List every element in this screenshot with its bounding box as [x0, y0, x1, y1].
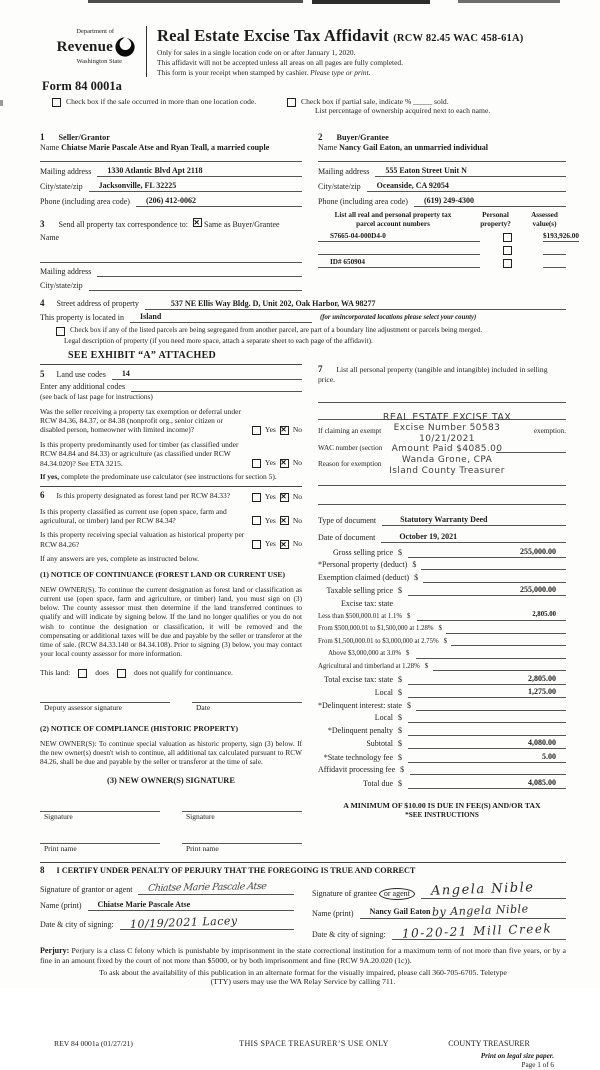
- segregated-checkbox[interactable]: [56, 327, 65, 336]
- personal-deduct-field[interactable]: [421, 560, 566, 570]
- county-treasurer-text: COUNTY TREASURER: [448, 1039, 530, 1048]
- buyer-city-field[interactable]: Oceanside, CA 92054: [367, 181, 566, 192]
- legal-description-label: Legal description of property (if you need more space, attach a separate sheet to each page of the affidavit).: [64, 336, 373, 345]
- dollar-sign: $: [406, 650, 410, 658]
- rate-row-field[interactable]: [433, 661, 566, 671]
- dollar-sign: $: [443, 637, 448, 645]
- form-title-rcw: (RCW 82.45 WAC 458-61A): [393, 33, 524, 44]
- minimum-fee-text: A MINIMUM OF $10.00 IS DUE IN FEE(S) AND/OR TAX: [343, 800, 541, 810]
- section3-header: [40, 217, 302, 230]
- tax-computation: [318, 547, 566, 789]
- section1-title: Seller/Grantor: [58, 132, 110, 142]
- certify-statement: I CERTIFY UNDER PENALTY OF PERJURY THAT THE FOREGOING IS TRUE AND CORRECT: [56, 865, 416, 875]
- historic-yes-checkbox[interactable]: [252, 540, 261, 549]
- segregated-label: Check box if any of the listed parcels are being segregated from another parcel, are part of a boundary line adjustment or parcels being merged.: [70, 325, 483, 334]
- parcel-row: [318, 232, 579, 242]
- correspondence-city-label: City/state/zip: [40, 281, 83, 291]
- exemption-tail-label: exemption.: [533, 426, 566, 435]
- grantor-signature-field[interactable]: [138, 882, 294, 895]
- grantor-date-label: Date & city of signing:: [40, 920, 114, 930]
- does-not-label: does not qualify for continuance.: [133, 668, 233, 678]
- section8-number: 8: [40, 864, 45, 875]
- total-due-label: Total due: [363, 778, 393, 788]
- delinquent-local-field[interactable]: [408, 713, 566, 723]
- owner-print-row: [40, 833, 302, 853]
- additional-codes-label: Enter any additional codes: [40, 382, 126, 392]
- perjury-text: Perjury is a class C felony which is punishable by imprisonment in the state correctional institution for a maximum term of not more than five years, or by a fine in an amount fixed by the court of not more than $5000, or by both imprisonment and fine (RCW 9A.20.020 (1c)).: [40, 945, 566, 965]
- grantee-signature-handwriting: Angela Nible: [430, 879, 535, 899]
- page-number: Page 1 of 6: [521, 1061, 554, 1069]
- subtotal-label: Subtotal: [366, 739, 393, 749]
- yes-label: Yes: [264, 425, 276, 435]
- section6: [40, 486, 302, 853]
- current-use-question-text: Is this property classified as current use (open space, farm and agricultural, or timber) land per RCW 84.34?: [40, 506, 227, 525]
- land-use-field[interactable]: 14: [112, 369, 302, 380]
- personal-deduct-label: *Personal property (deduct): [318, 560, 408, 570]
- subtitle-2: This affidavit will not be accepted unless all areas on all pages are fully completed.: [157, 57, 403, 67]
- no-label: No: [292, 425, 302, 435]
- section3-number: 3: [40, 219, 45, 230]
- gross-price-label: Gross selling price: [333, 547, 393, 557]
- section1-number: 1: [40, 131, 45, 142]
- exemption-yes-checkbox[interactable]: [252, 426, 261, 435]
- rate-row-field[interactable]: [451, 636, 566, 646]
- seller-city-field[interactable]: Jacksonville, FL 32225: [89, 181, 302, 192]
- dollar-sign: $: [398, 547, 402, 557]
- assessed-col-header: Assessed value(s): [531, 211, 558, 229]
- partial-sale-text: Check box if partial sale, indicate % _____ sold.: [301, 97, 449, 106]
- wac-number-label: WAC number (section: [318, 443, 383, 452]
- buyer-address-field[interactable]: 555 Eaton Street Unit N: [375, 166, 566, 177]
- legal-size-note: Print on legal size paper.: [480, 1052, 554, 1060]
- same-as-buyer-checkbox[interactable]: [193, 218, 202, 227]
- no-label: No: [292, 458, 302, 468]
- current-use-no-checkbox[interactable]: [280, 516, 289, 525]
- additional-codes-field[interactable]: [131, 382, 302, 392]
- correspondence-name-label: Name: [40, 233, 60, 243]
- scan-artifact: [312, 0, 430, 4]
- owner-signature-field[interactable]: [40, 801, 160, 812]
- owner-signature-field[interactable]: [182, 801, 302, 812]
- grantor-print-field[interactable]: Chiatse Marie Pascale Atse: [88, 900, 294, 911]
- personal-property-checkbox[interactable]: [503, 233, 512, 242]
- taxable-price-label: Taxable selling price: [326, 586, 393, 596]
- treasurer-stamp: [338, 412, 556, 476]
- current-use-yes-checkbox[interactable]: [252, 516, 261, 525]
- owner-signature-row: [40, 801, 302, 821]
- partial-sale-checkbox[interactable]: [287, 98, 296, 107]
- seller-address-field[interactable]: 1330 Atlantic Blvd Apt 2118: [97, 166, 302, 177]
- subtitle-3-text: This form is your receipt when stamped by cashier.: [157, 68, 311, 78]
- seller-address-label: Mailing address: [40, 167, 92, 177]
- grantee-signature-field[interactable]: [421, 879, 566, 899]
- notice-continuance-title: (1) NOTICE OF CONTINUANCE (FOREST LAND OR CURRENT USE): [40, 570, 286, 580]
- document-type-field[interactable]: Statutory Warranty Deed: [382, 515, 566, 526]
- correspondence-address-label: Mailing address: [40, 267, 92, 277]
- section3-text: Send all property tax correspondence to:: [58, 220, 189, 230]
- forest-yes-checkbox[interactable]: [252, 493, 261, 502]
- personal-property-checkbox[interactable]: [503, 246, 512, 255]
- stamp-date: 10/21/2021: [419, 433, 475, 444]
- subtotal-field[interactable]: 4,080.00: [408, 738, 566, 749]
- print-name-label: Print name: [186, 844, 219, 854]
- form-header: [40, 24, 566, 77]
- tty-text: (TTY) users may use the WA Relay Service by calling 711.: [210, 977, 396, 987]
- seller-city-label: City/state/zip: [40, 182, 83, 192]
- grantor-date-field[interactable]: [120, 913, 294, 931]
- dollar-sign: $: [398, 725, 402, 735]
- dollar-sign: $: [398, 713, 402, 723]
- rate-row-label: Less than $500,000.01 at 1.1%: [318, 612, 403, 620]
- historic-no-checkbox[interactable]: [280, 540, 289, 549]
- scan-artifact: [0, 100, 3, 106]
- seller-name-field[interactable]: Chiatse Marie Pascale Atse and Ryan Teall, a married couple: [61, 143, 270, 153]
- stamp-title: REAL ESTATE EXCISE TAX: [382, 411, 512, 423]
- multi-location-checkbox[interactable]: [52, 98, 61, 107]
- dollar-sign: $: [412, 560, 417, 570]
- land-use-label: Land use codes: [56, 370, 106, 380]
- dollar-sign: $: [406, 700, 411, 710]
- rate-row-label: From $500,000.01 to $1,500,000 at 1.28%: [318, 625, 434, 633]
- grantee-date-handwriting: 10-20-21 Mill Creek: [401, 921, 553, 941]
- dollar-sign: $: [438, 625, 442, 633]
- seller-phone-label: Phone (including area code): [40, 197, 130, 207]
- buyer-address-label: Mailing address: [318, 167, 370, 177]
- yes-label: Yes: [264, 539, 276, 549]
- section7-number: 7: [318, 364, 323, 375]
- processing-fee-field[interactable]: [410, 765, 566, 775]
- technology-fee-label: *State technology fee: [323, 752, 393, 762]
- dollar-sign: $: [424, 662, 429, 670]
- scan-artifact: [88, 0, 303, 3]
- buyer-city-label: City/state/zip: [318, 182, 361, 192]
- seller-name-label: Name: [40, 143, 60, 153]
- correspondence-name-field[interactable]: [40, 253, 302, 263]
- dollar-sign: $: [414, 572, 419, 582]
- subtitle-1: Only for sales in a single location code on or after January 1, 2020.: [157, 47, 356, 57]
- stamp-treasurer-name: Wanda Grone, CPA: [401, 454, 493, 465]
- grantee-date-field[interactable]: [392, 921, 566, 941]
- section8: [40, 862, 566, 940]
- delinquent-local-label: Local: [374, 713, 393, 723]
- revision-number: REV 84 0001a (01/27/21): [54, 1039, 133, 1048]
- stamp-excise-number: Excise Number 50583: [393, 423, 501, 434]
- form-number: Form 84 0001a: [42, 79, 122, 94]
- delinquent-interest-label: *Delinquent interest: state: [318, 700, 402, 710]
- claiming-exempt-label: If claiming an exempt: [318, 426, 382, 435]
- dollar-sign: $: [398, 752, 402, 762]
- excise-tax-state-label: Excise tax: state: [341, 598, 393, 608]
- grantor-signature-block: [40, 880, 294, 940]
- does-checkbox[interactable]: [78, 669, 87, 678]
- yes-label: Yes: [264, 458, 276, 468]
- codes-note: (see back of last page for instructions): [40, 392, 153, 402]
- no-label: No: [292, 491, 302, 501]
- document-date-label: Date of document: [318, 532, 376, 542]
- buyer-name-row: [318, 143, 566, 162]
- total-local-field[interactable]: 1,275.00: [408, 687, 566, 698]
- dollar-sign: $: [398, 739, 402, 749]
- this-land-label: This land:: [40, 668, 71, 678]
- dollar-sign: $: [398, 674, 402, 684]
- no-label: No: [292, 515, 302, 525]
- section2-title: Buyer/Grantee: [336, 132, 389, 142]
- total-local-label: Local: [374, 688, 393, 698]
- section7-intro-text: List all personal property (tangible and intangible) included in selling price.: [318, 365, 548, 385]
- historic-question-text: Is this property receiving special valuation as historical property per RCW 84.26?: [40, 530, 245, 549]
- exemption-deduct-field[interactable]: [423, 573, 566, 583]
- section1-header: [40, 132, 302, 143]
- exemption-claim-block: [318, 410, 566, 486]
- grantor-signature-handwriting: Chiatse Marie Pascale Atse: [147, 880, 268, 894]
- dollar-sign: $: [398, 688, 402, 698]
- dollar-sign: $: [400, 765, 405, 775]
- grantee-print-field[interactable]: [360, 904, 566, 919]
- total-due-field[interactable]: 4,085.00: [408, 778, 566, 789]
- perjury-block: [40, 946, 566, 987]
- rate-row-label: Above $3,000,000 at 3.0%: [328, 650, 401, 658]
- section4-number: 4: [40, 298, 45, 309]
- forest-question-text: Is this property designated as forest land per RCW 84.33?: [56, 491, 231, 501]
- ownership-note: List percentage of ownership acquired next to each name.: [315, 106, 491, 116]
- processing-fee-label: Affidavit processing fee: [318, 765, 396, 775]
- grantee-signature-block: [312, 880, 566, 940]
- notice-compliance-title: (2) NOTICE OF COMPLIANCE (HISTORIC PROPERTY): [40, 724, 239, 734]
- right-column: [318, 364, 566, 853]
- multi-location-label: Check box if the sale occurred in more than one location code.: [66, 97, 257, 106]
- section5-number: 5: [40, 369, 45, 380]
- unincorporated-note: (for unincorporated locations please select your county): [319, 314, 477, 322]
- notice-continuance-body: NEW OWNER(S). To continue the current designation as forest land or classification as current use (open space, farm and agriculture, or timber) land, you must sign on (3) below. The county assessor must then determine if the land transferred continues to qualify and will indicate by signing below. If the land no longer qualifies or you do not wish to continue the designation or classification, it will be removed and the compensating or additional taxes will be due and payable by the seller or transferor at the time of sale. (RCW 84.33.140 or 84.34.108). Prior to signing (3) below, you may contact your local county assessor for more information.: [40, 585, 302, 658]
- signature-label: Signature: [44, 811, 73, 821]
- personal-property-list-field[interactable]: [318, 393, 566, 403]
- rate-row-label: Agricultural and timberland at 1.28%: [318, 662, 420, 670]
- correspondence-address-field[interactable]: [97, 267, 302, 277]
- exemption-deduct-label: Exemption claimed (deduct): [318, 572, 410, 582]
- delinquent-penalty-label: *Delinquent penalty: [327, 725, 393, 735]
- ifyes-note: If yes, complete the predominate use calculator (see instructions for section 5).: [40, 471, 277, 481]
- stamp-amount-paid: Amount Paid $4085.00: [391, 444, 503, 455]
- logo-state-text: Washington State: [76, 58, 122, 66]
- dollar-sign: $: [398, 778, 402, 788]
- grantor-date-handwriting: 10/19/2021 Lacey: [129, 913, 238, 931]
- yes-label: Yes: [264, 515, 276, 525]
- technology-fee-field[interactable]: 5.00: [408, 752, 566, 763]
- deputy-date-field[interactable]: [192, 692, 302, 703]
- parcel-row: [318, 258, 566, 268]
- scan-artifact: [458, 0, 560, 3]
- see-instructions-text: *SEE INSTRUCTIONS: [405, 810, 479, 819]
- parcel-table-header: [318, 211, 566, 229]
- form-title: [157, 26, 566, 47]
- dollar-sign: $: [398, 586, 402, 596]
- subtitle-3: [157, 68, 566, 77]
- deputy-signature-row: [40, 692, 302, 712]
- rate-row-field[interactable]: [416, 649, 566, 659]
- rate-row-field[interactable]: [446, 624, 566, 634]
- document-date-field[interactable]: October 19, 2021: [381, 532, 566, 543]
- does-label: does: [95, 668, 109, 678]
- street-address-label: Street address of property: [56, 299, 139, 309]
- land-qualify-line: [40, 668, 302, 678]
- header-divider: [146, 26, 147, 77]
- exemption-question: [40, 407, 302, 435]
- seller-name-row: [40, 143, 302, 162]
- blank-line[interactable]: [318, 495, 566, 505]
- notice-compliance-body: NEW OWNER(S): To continue special valuation as historic property, sign (3) below. If the new owner(s) doesn't wish to continue, all additional tax calculated pursuant to RCW 84.26, shall be due and payable by the seller or transferor at the time of sale.: [40, 738, 302, 767]
- partial-sale-label: [301, 97, 490, 116]
- section4: [40, 298, 566, 362]
- assessed-value-field[interactable]: [543, 258, 566, 268]
- gross-price-field[interactable]: 255,000.00: [408, 547, 566, 558]
- grantee-print-value: Nancy Gail Eaton: [369, 907, 431, 917]
- street-address-field[interactable]: 537 NE Ellis Way Bldg. D, Unit 202, Oak Harbor, WA 98277: [145, 299, 566, 310]
- deputy-signature-label: Deputy assessor signature: [44, 702, 122, 712]
- timber-question-text: Is this property predominantly used for timber (as classified under RCW 84.84 and 84.33) or agriculture (as classified under RCW 84.34.020)? See ETA 3215.: [40, 439, 239, 468]
- signature-label: Signature: [186, 811, 215, 821]
- treasurer-use-only: THIS SPACE TREASURER’S USE ONLY: [239, 1039, 389, 1048]
- form-title-text: Real Estate Excise Tax Affidavit: [157, 26, 389, 45]
- located-in-field[interactable]: Island: [130, 312, 312, 323]
- assessed-value-field[interactable]: [543, 245, 566, 255]
- owner-print-field[interactable]: [182, 833, 302, 844]
- alternate-format-text: To ask about the availability of this publication in an alternate format for the visually impaired, please call 360-705-6705. Teletype: [99, 967, 507, 977]
- buyer-name-label: Name: [318, 143, 338, 153]
- delinquent-interest-field[interactable]: [416, 701, 566, 711]
- deputy-date-label: Date: [196, 702, 211, 712]
- subtitle-3-em: Please type or print.: [310, 68, 371, 78]
- logo-dept-text: Department of: [76, 28, 114, 35]
- grantee-print-label: Name (print): [312, 908, 354, 918]
- rate-row-field[interactable]: 2,805.00: [417, 611, 566, 621]
- timber-no-checkbox[interactable]: [280, 459, 289, 468]
- deputy-signature-field[interactable]: [40, 692, 170, 703]
- buyer-phone-field[interactable]: (619) 249-4300: [414, 196, 566, 207]
- seller-phone-field[interactable]: (206) 412-0062: [136, 196, 302, 207]
- timber-question: [40, 440, 302, 468]
- parcel-row: [318, 245, 566, 255]
- grantor-print-label: Name (print): [40, 900, 82, 910]
- yes-label: Yes: [264, 491, 276, 501]
- does-not-checkbox[interactable]: [117, 669, 126, 678]
- minimum-note: [318, 801, 566, 820]
- exemption-question-text: Was the seller receiving a property tax exemption or deferral under RCW 84.36, 84.37, or 84.38 (nonprofit org., senior citizen or disabled person, homeowner with limited income)?: [40, 406, 241, 435]
- parcel-col-header: List all real and personal property tax parcel account numbers: [334, 211, 452, 229]
- section7-intro: [318, 364, 566, 385]
- grantor-signature-label: Signature of grantor or agent: [40, 884, 133, 894]
- parcel-number-field[interactable]: ID# 650904: [318, 258, 480, 268]
- total-state-field[interactable]: 2,805.00: [408, 674, 566, 685]
- total-state-label: Total excise tax: state: [324, 674, 393, 684]
- left-column: [40, 364, 302, 853]
- same-as-buyer-label: Same as Buyer/Grantee: [204, 220, 280, 230]
- county-treasurer-block: [424, 1039, 554, 1070]
- seller-column: [40, 126, 302, 292]
- rate-row-label: From $1,500,000.01 to $3,000,000 at 2.75%: [318, 637, 439, 645]
- section2-header: [318, 132, 566, 143]
- timber-yes-checkbox[interactable]: [252, 459, 261, 468]
- correspondence-city-field[interactable]: [89, 281, 302, 291]
- assessed-value-field[interactable]: $193,926.00: [543, 232, 579, 241]
- grantee-date-label: Date & city of signing:: [312, 929, 386, 939]
- parcel-number-field[interactable]: [318, 245, 480, 255]
- page-footer: [40, 1039, 566, 1070]
- ifany-note: If any answers are yes, complete as instructed below.: [40, 554, 200, 564]
- buyer-column: [318, 126, 579, 292]
- personal-property-checkbox[interactable]: [503, 259, 512, 268]
- stamp-treasurer-office: Island County Treasurer: [389, 465, 505, 476]
- parcel-number-field[interactable]: S7665-04-000D4-0: [318, 232, 480, 242]
- parcel-table: [318, 211, 579, 268]
- owner-print-field[interactable]: [40, 833, 160, 844]
- personal-col-header: Personal property?: [480, 211, 511, 229]
- delinquent-penalty-field[interactable]: [408, 726, 566, 736]
- or-agent-circled: or agent: [379, 888, 415, 900]
- revenue-swirl-icon: [114, 36, 136, 58]
- blank-line[interactable]: [318, 476, 566, 486]
- grantee-signature-label: Signature of grantee: [312, 889, 377, 899]
- logo-revenue-text: Revenue: [56, 38, 113, 55]
- taxable-price-field[interactable]: 255,000.00: [408, 585, 566, 596]
- reason-exemption-label: Reason for exemption: [318, 459, 382, 468]
- legal-description-value: SEE EXHIBIT “A” ATTACHED: [68, 349, 217, 361]
- exemption-no-checkbox[interactable]: [280, 426, 289, 435]
- dor-logo: [40, 24, 136, 66]
- forest-no-checkbox[interactable]: [280, 493, 289, 502]
- section6-number: 6: [40, 490, 45, 501]
- print-name-label: Print name: [44, 844, 77, 854]
- new-owner-signature-title: (3) NEW OWNER(S) SIGNATURE: [107, 776, 235, 786]
- document-type-label: Type of document: [318, 515, 377, 525]
- perjury-label: Perjury:: [40, 945, 70, 955]
- dollar-sign: $: [407, 612, 411, 620]
- located-in-label: This property is located in: [40, 312, 124, 322]
- section2-number: 2: [318, 131, 323, 142]
- buyer-phone-label: Phone (including area code): [318, 197, 408, 207]
- grantee-by-handwriting: by Angela Nible: [432, 902, 530, 919]
- buyer-name-field[interactable]: Nancy Gail Eaton, an unmarried individual: [339, 143, 489, 153]
- no-label: No: [292, 539, 302, 549]
